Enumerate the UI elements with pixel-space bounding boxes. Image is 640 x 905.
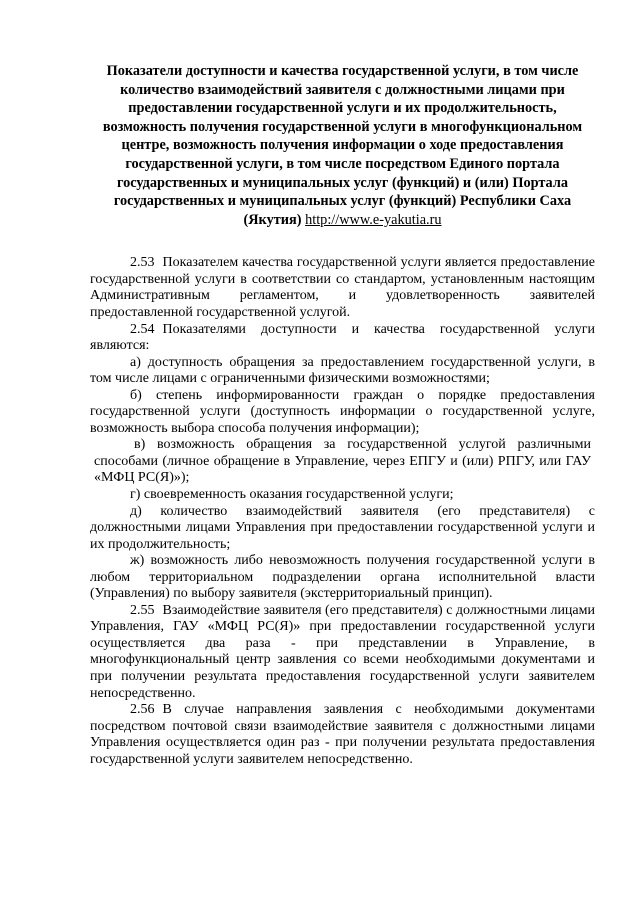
section-heading xyxy=(90,62,595,229)
paragraph-text: Показателем качества государственной услуги является предоставление государственной услуги в соответствии со стандартом, установленным настоящим Административным регламентом, и удовлетворенность заявителей предоставленной государственной услугой. xyxy=(90,255,595,320)
paragraph-text: Взаимодействие заявителя (его представителя) с должностными лицами Управления, ГАУ «МФЦ РС(Я)» при предоставлении государственной услуги осуществляется два раза - при представлении в Управление, в многофункциональный центр заявления со всеми необходимыми документами и при получении результата предоставления государственной услуги заявителем непосредственно. xyxy=(90,602,595,701)
paragraph-number: 2.54 xyxy=(130,321,155,337)
paragraph-2-56 xyxy=(90,702,595,768)
list-item-a: а) доступность обращения за предоставлением государственной услуги, в том числе лицами с ограниченными физическими возможностями; xyxy=(90,354,595,387)
paragraph-2-55 xyxy=(90,603,595,702)
paragraph-number: 2.53 xyxy=(130,255,155,271)
list-item-d: д) количество взаимодействий заявителя (его представителя) с должностными лицами Управления при предоставлении государственной услуги и их продолжительность; xyxy=(90,503,595,552)
list-item-zh: ж) возможность либо невозможность получения государственной услуги в любом территориальном подразделении органа исполнительной власти (Управления) по выбору заявителя (экстерриториальный принцип). xyxy=(90,553,595,602)
paragraph-text: В случае направления заявления с необходимыми документами посредством почтовой связи взаимодействие заявителя с должностными лицами Управления осуществляется один раз - при получении результата предоставления государственной услуги заявителем непосредственно. xyxy=(90,702,595,767)
document-page xyxy=(90,62,595,768)
list-item-g: г) своевременность оказания государственной услуги; xyxy=(130,487,454,502)
paragraph-number: 2.56 xyxy=(130,702,155,718)
section-body xyxy=(90,255,595,768)
paragraph-number: 2.55 xyxy=(130,602,155,618)
heading-text: Показатели доступности и качества государственной услуги, в том числе количество взаимодействий заявителя с должностными лицами при предоставлении государственной услуги и их продолжительность, возможность получения государственной услуги в многофункциональном центре, возможность получения информации о ходе предоставления государственной услуги, в том числе посредством Единого портала государственных и муниципальных услуг (функций) и (или) Портала государственных и муниципальных услуг (функций) Республики Саха (Якутия) xyxy=(102,63,583,228)
paragraph-2-53 xyxy=(90,255,595,321)
paragraph-text: Показателями доступности и качества государственной услуги являются: xyxy=(90,321,595,354)
list-item-b: б) степень информированности граждан о порядке предоставления государственной услуги (доступность информации о государственной услуге, возможность выбора способа получения информации); xyxy=(90,387,595,436)
list-item-v: в) возможность обращения за государственной услугой различными способами (личное обращение в Управление, через ЕПГУ и (или) РПГУ, или ГАУ «МФЦ РС(Я)»); xyxy=(94,437,591,486)
portal-link[interactable]: http://www.e-yakutia.ru xyxy=(305,211,442,228)
paragraph-2-54 xyxy=(90,322,595,355)
